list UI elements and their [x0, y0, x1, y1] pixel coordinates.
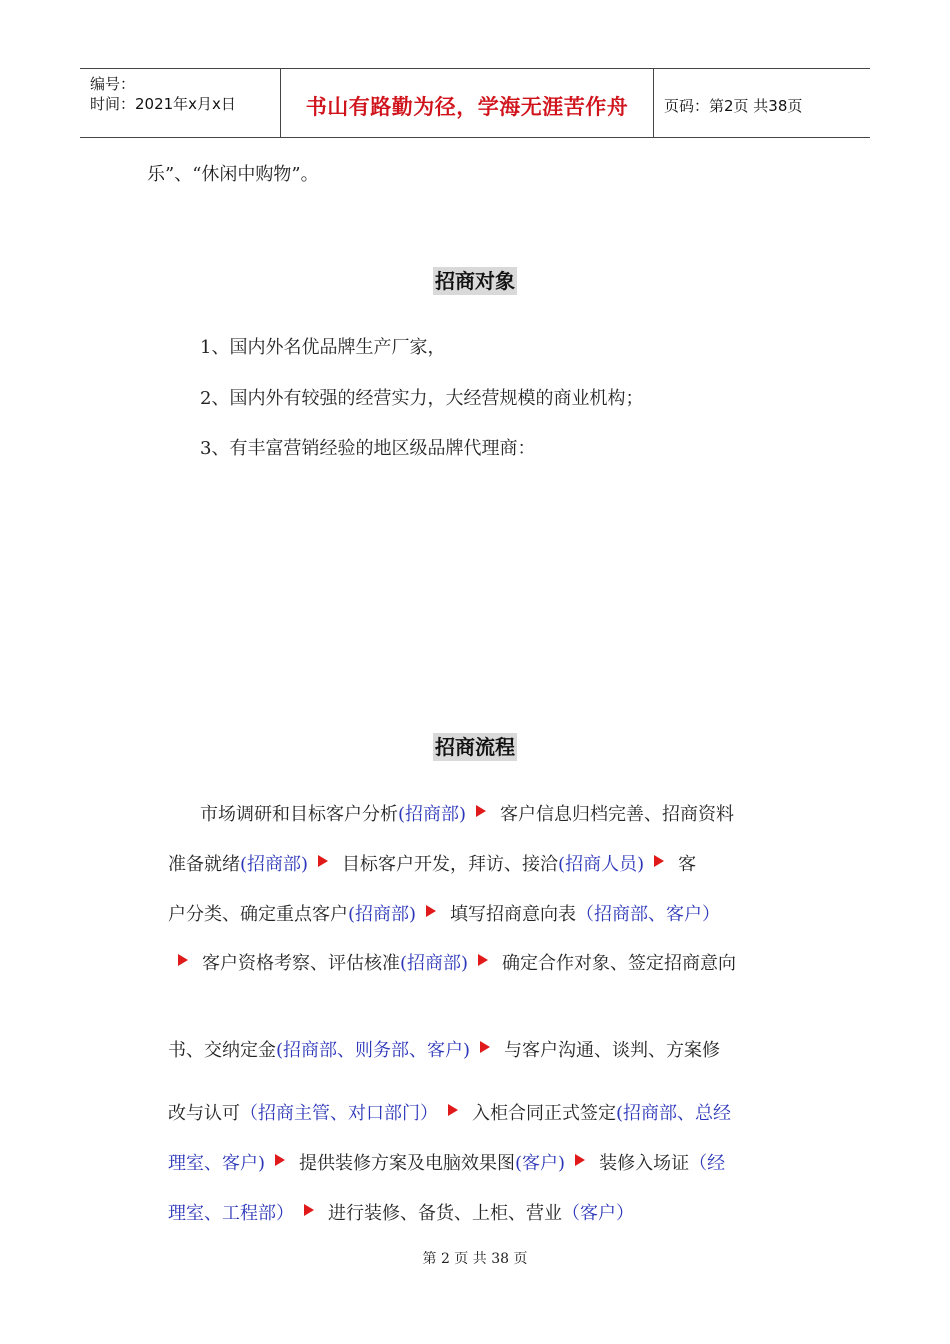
- department-label: （招商部、客户）: [576, 904, 721, 925]
- arrow-right-icon: [178, 954, 188, 966]
- header-left-cell: [80, 69, 281, 137]
- department-label: (招商部、则务部、客户): [276, 1040, 471, 1061]
- step-text: 市场调研和目标客户分析: [200, 804, 398, 825]
- header-middle-cell: [281, 69, 654, 137]
- arrow-right-icon: [448, 1104, 458, 1116]
- process-line: [168, 1036, 720, 1062]
- step-text: 客户资格考察、评估核准: [202, 953, 400, 974]
- department-label: (招商部): [400, 953, 469, 974]
- process-line: [200, 800, 734, 826]
- process-line: [168, 949, 736, 975]
- department-label: 理室、工程部）: [168, 1203, 294, 1224]
- step-text: 户分类、确定重点客户: [168, 904, 348, 925]
- department-label: （经: [689, 1153, 726, 1174]
- time-label: 时间：2021年x月x日: [90, 95, 236, 113]
- arrow-right-icon: [275, 1154, 285, 1166]
- step-text: 进行装修、备货、上柜、营业: [328, 1203, 562, 1224]
- header-right-cell: [654, 69, 870, 137]
- target-item-1: 1、国内外名优品牌生产厂家，: [200, 337, 446, 358]
- step-text: 改与认可: [168, 1103, 240, 1124]
- process-line: [168, 1199, 634, 1225]
- arrow-right-icon: [478, 954, 488, 966]
- department-label: 理室、客户): [168, 1153, 266, 1174]
- header-table: [80, 68, 870, 138]
- step-text: 填写招商意向表: [450, 904, 577, 925]
- arrow-right-icon: [575, 1154, 585, 1166]
- department-label: (招商部): [240, 854, 309, 875]
- step-text: 准备就绪: [168, 854, 240, 875]
- process-line: [168, 1099, 731, 1125]
- department-label: （客户）: [562, 1203, 634, 1224]
- intro-line: 乐”、“休闲中购物”。: [147, 164, 319, 185]
- arrow-right-icon: [654, 855, 664, 867]
- arrow-right-icon: [318, 855, 328, 867]
- process-line: [168, 900, 720, 926]
- step-text: 目标客户开发，拜访、接洽: [342, 854, 559, 875]
- department-label: (招商部): [398, 804, 467, 825]
- arrow-right-icon: [480, 1041, 490, 1053]
- number-label: 编号：: [90, 75, 136, 93]
- process-line: [168, 850, 696, 876]
- department-label: (招商部): [348, 904, 417, 925]
- department-label: (招商人员): [558, 854, 645, 875]
- motto: 书山有路勤为径，学海无涯苦作舟: [305, 95, 629, 119]
- step-text: 确定合作对象、签定招商意向: [502, 953, 737, 974]
- step-text: 客户信息归档完善、招商资料: [500, 804, 735, 825]
- step-text: 入柜合同正式签定: [472, 1103, 616, 1124]
- step-text: 装修入场证: [599, 1153, 690, 1174]
- arrow-right-icon: [426, 905, 436, 917]
- section-title-process: 招商流程: [435, 735, 515, 759]
- target-item-2: 2、国内外有较强的经营实力，大经营规模的商业机构；: [200, 388, 644, 409]
- department-label: (招商部、总经: [616, 1103, 732, 1124]
- department-label: (客户): [515, 1153, 566, 1174]
- step-text: 与客户沟通、谈判、方案修: [504, 1040, 721, 1061]
- page-info: 页码：第2页 共38页: [664, 97, 803, 115]
- step-text: 书、交纳定金: [168, 1040, 276, 1061]
- step-text: 提供装修方案及电脑效果图: [299, 1153, 516, 1174]
- arrow-right-icon: [476, 805, 486, 817]
- target-item-3: 3、有丰富营销经验的地区级品牌代理商：: [200, 438, 536, 459]
- step-text: 客: [678, 854, 697, 875]
- section-title-targets: 招商对象: [435, 269, 515, 293]
- department-label: （招商主管、对口部门）: [240, 1103, 438, 1124]
- page-footer: 第 2 页 共 38 页: [422, 1251, 528, 1267]
- arrow-right-icon: [304, 1204, 314, 1216]
- process-line: [168, 1149, 725, 1175]
